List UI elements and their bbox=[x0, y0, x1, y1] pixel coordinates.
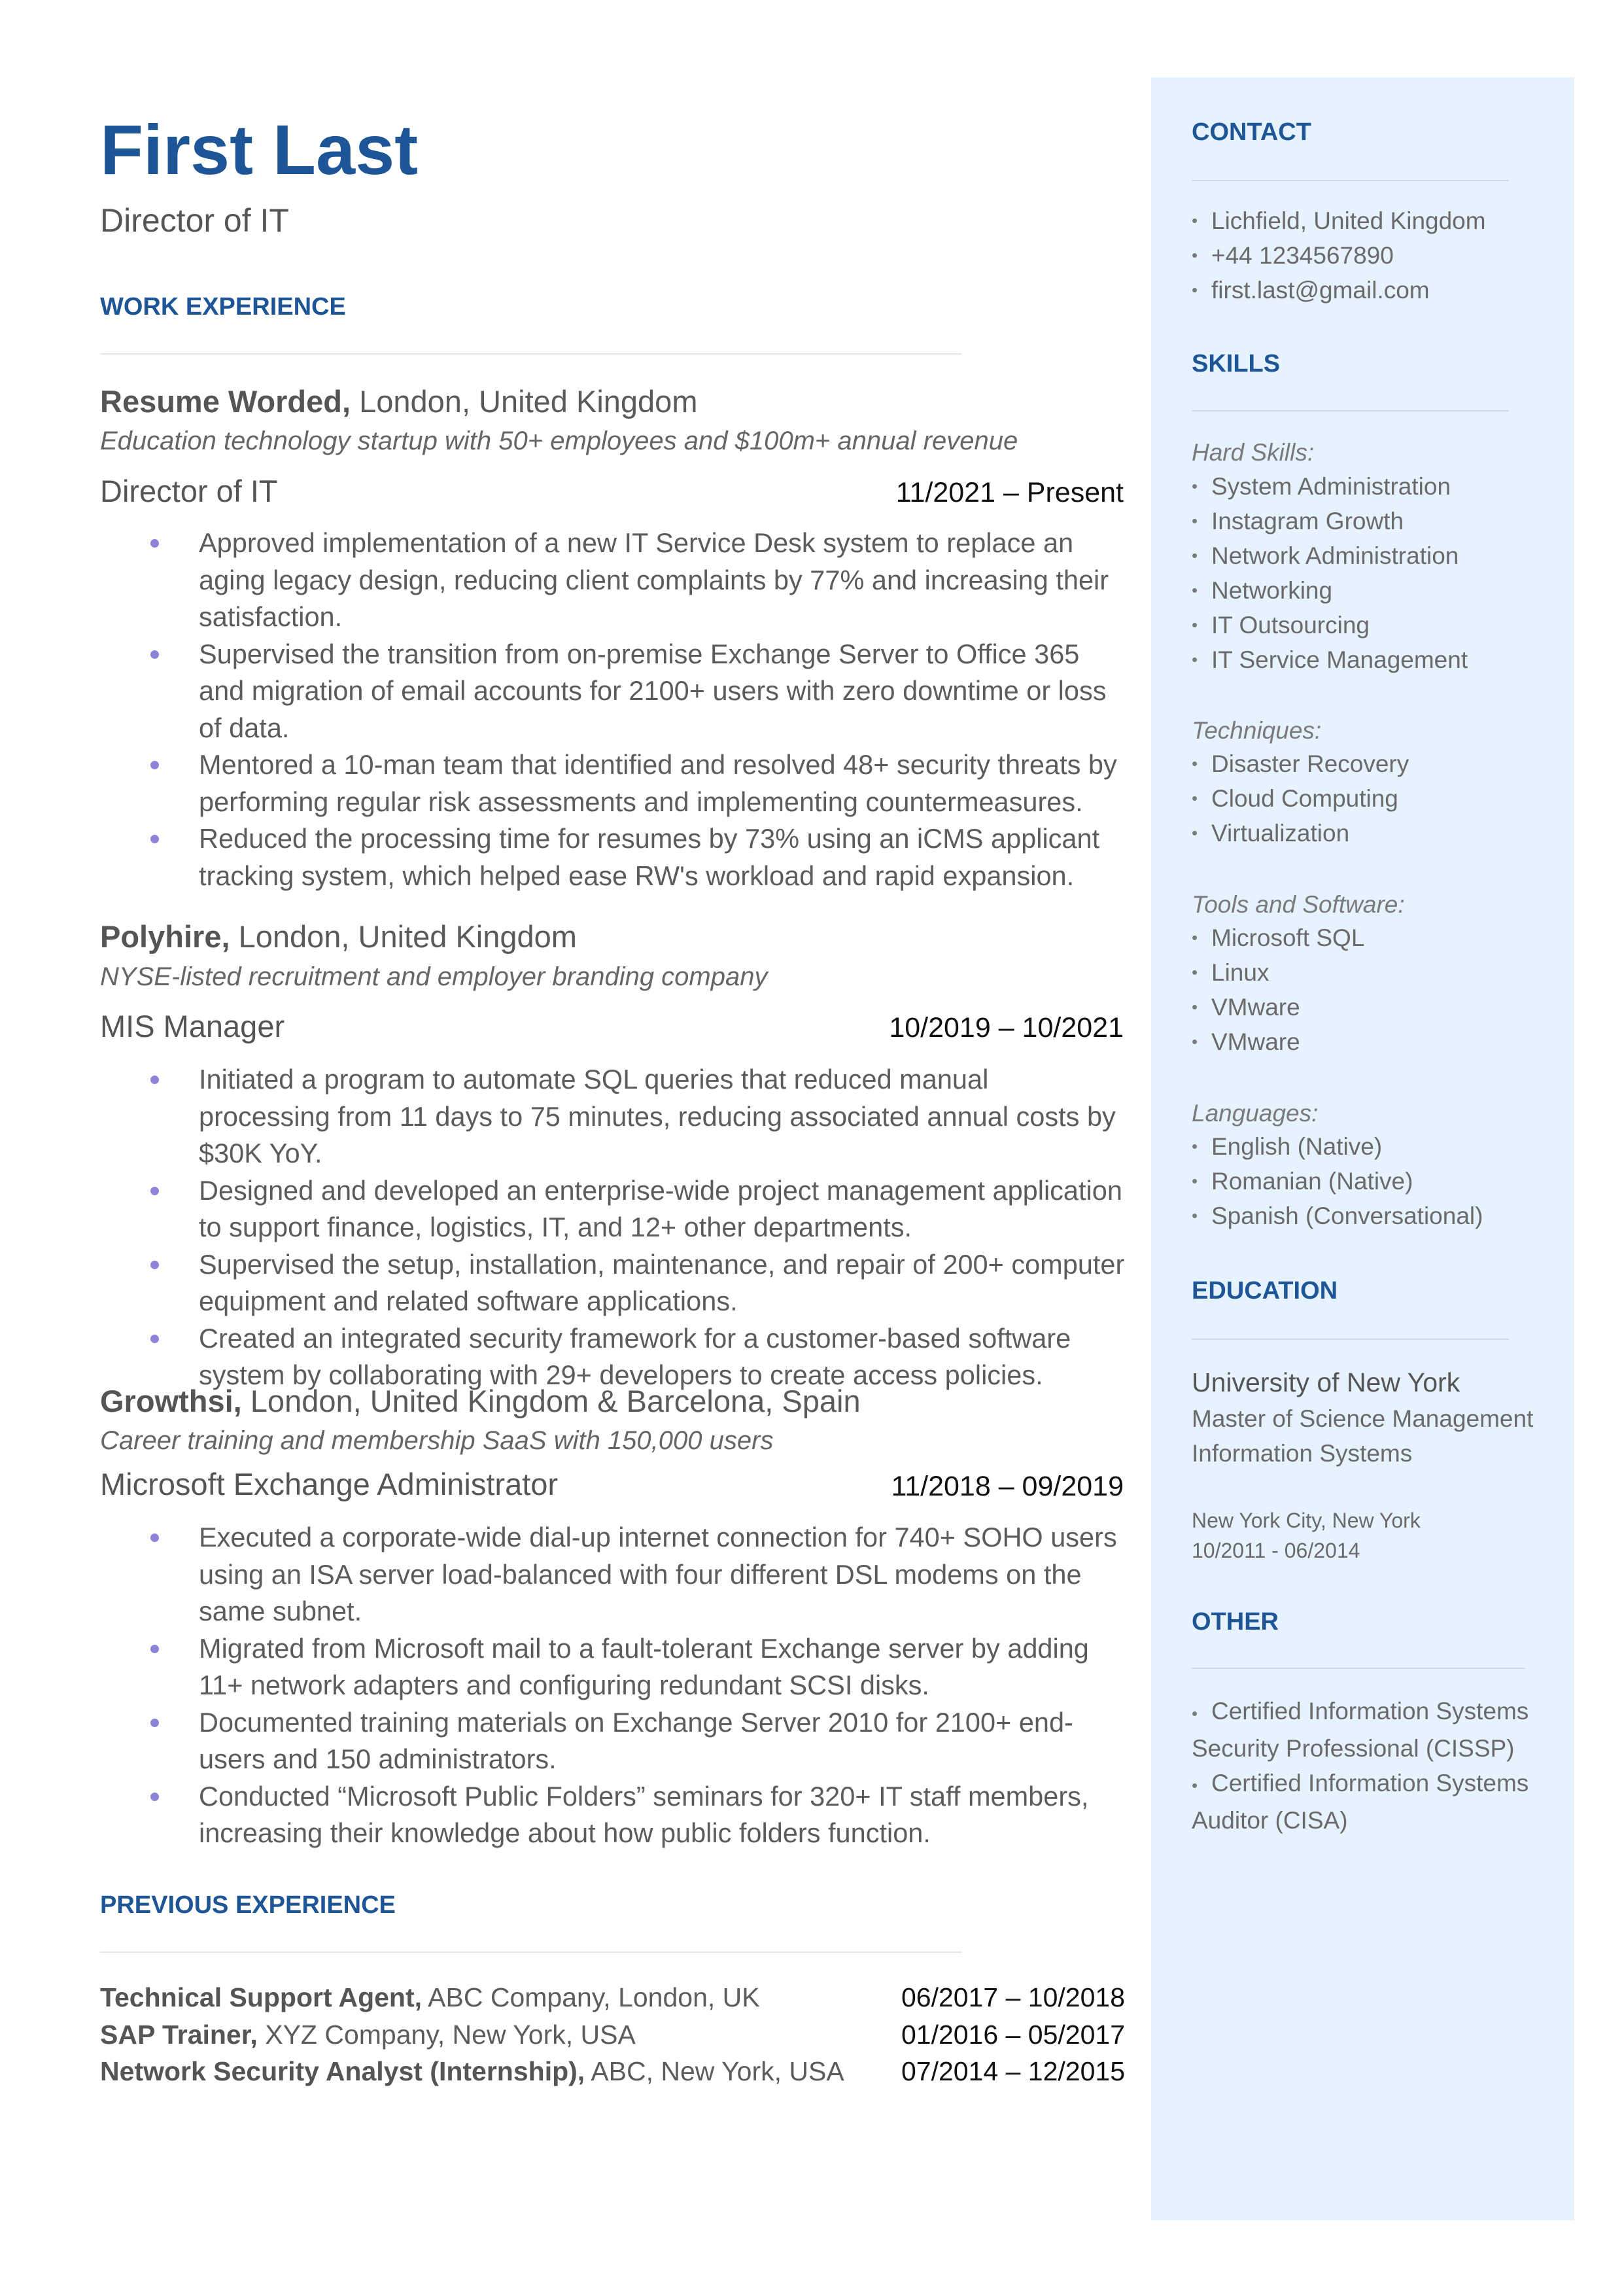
previous-job-row bbox=[100, 2058, 1125, 2085]
list-item: • Instagram Growth bbox=[1192, 504, 1468, 538]
company-name: Resume Worded, bbox=[100, 384, 351, 419]
job-bullets bbox=[150, 1519, 1125, 1852]
previous-job-row bbox=[100, 1984, 1125, 2011]
contact-email: • first.last@gmail.com bbox=[1192, 273, 1486, 307]
bullet-icon: • bbox=[1192, 1776, 1198, 1795]
techniques-label: Techniques: bbox=[1192, 717, 1322, 744]
job-dates: 11/2018 – 09/2019 bbox=[891, 1471, 1124, 1502]
list-item: • Cloud Computing bbox=[1192, 781, 1409, 816]
list-item: • IT Service Management bbox=[1192, 642, 1468, 677]
list-item: • VMware bbox=[1192, 990, 1364, 1025]
languages-list bbox=[1192, 1129, 1483, 1233]
previous-role: Technical Support Agent, bbox=[100, 1982, 423, 2012]
company-description: Career training and membership SaaS with 150,000 users bbox=[100, 1426, 774, 1455]
list-item: • English (Native) bbox=[1192, 1129, 1483, 1164]
education-dates: 10/2011 - 06/2014 bbox=[1192, 1539, 1360, 1562]
list-item: Approved implementation of a new IT Service Desk system to replace an aging legacy design, reducing client complaints by 77% and increasing their satisfaction. bbox=[150, 525, 1125, 636]
list-item: Supervised the transition from on-premise Exchange Server to Office 365 and migration of email accounts for 2100+ users with zero downtime or loss of data. bbox=[150, 636, 1125, 747]
list-item: Conducted “Microsoft Public Folders” seminars for 320+ IT staff members, increasing their knowledge about how public folders function. bbox=[150, 1778, 1125, 1852]
contact-phone: • +44 1234567890 bbox=[1192, 238, 1486, 273]
techniques-list bbox=[1192, 746, 1409, 850]
candidate-title: Director of IT bbox=[100, 202, 289, 239]
job-bullets bbox=[150, 525, 1125, 894]
list-item bbox=[1192, 1694, 1545, 1766]
section-divider bbox=[1192, 180, 1509, 181]
company-name: Polyhire, bbox=[100, 919, 230, 954]
list-item: • Network Administration bbox=[1192, 538, 1468, 573]
list-item: • Virtualization bbox=[1192, 816, 1409, 850]
list-item: Reduced the processing time for resumes by 73% using an iCMS applicant tracking system, which helped ease RW's workload and rapid expansion. bbox=[150, 820, 1125, 894]
list-item: Mentored a 10-man team that identified and resolved 48+ security threats by performing regular risk assessments and implementing countermeasures. bbox=[150, 746, 1125, 820]
previous-dates: 06/2017 – 10/2018 bbox=[901, 1982, 1125, 2012]
certification-text: Certified Information Systems Security Professional (CISSP) bbox=[1192, 1698, 1529, 1762]
contact-heading: CONTACT bbox=[1192, 118, 1311, 146]
list-item: Initiated a program to automate SQL queries that reduced manual processing from 11 days to 75 minutes, reducing associated annual costs by $30K YoY. bbox=[150, 1061, 1125, 1172]
company-description: Education technology startup with 50+ employees and $100m+ annual revenue bbox=[100, 427, 1018, 455]
contact-list bbox=[1192, 203, 1486, 307]
list-item: Designed and developed an enterprise-wide project management application to support finance, logistics, IT, and 12+ other departments. bbox=[150, 1172, 1125, 1246]
hard-skills-list bbox=[1192, 469, 1468, 677]
list-item: Supervised the setup, installation, maintenance, and repair of 200+ computer equipment and related software applications. bbox=[150, 1246, 1125, 1320]
previous-experience-heading: PREVIOUS EXPERIENCE bbox=[100, 1891, 396, 1919]
list-item: • IT Outsourcing bbox=[1192, 608, 1468, 642]
job-company-line bbox=[100, 1386, 861, 1416]
other-heading: OTHER bbox=[1192, 1608, 1279, 1636]
education-heading: EDUCATION bbox=[1192, 1277, 1338, 1305]
section-divider bbox=[1192, 1668, 1525, 1669]
job-company-line bbox=[100, 386, 697, 417]
list-item: Executed a corporate-wide dial-up internet connection for 740+ SOHO users using an ISA server load-balanced with four different DSL modems on the same subnet. bbox=[150, 1519, 1125, 1630]
job-dates: 10/2019 – 10/2021 bbox=[889, 1012, 1124, 1043]
candidate-name: First Last bbox=[100, 110, 419, 189]
previous-dates: 07/2014 – 12/2015 bbox=[901, 2056, 1125, 2086]
list-item: Migrated from Microsoft mail to a fault-tolerant Exchange server by adding 11+ network adapters and configuring redundant SCSI disks. bbox=[150, 1630, 1125, 1704]
languages-label: Languages: bbox=[1192, 1100, 1319, 1127]
previous-company: ABC, New York, USA bbox=[585, 2056, 844, 2086]
previous-company: XYZ Company, New York, USA bbox=[257, 2020, 636, 2050]
job-company-line bbox=[100, 921, 577, 952]
previous-job-row bbox=[100, 2022, 1125, 2048]
certifications-list bbox=[1192, 1694, 1545, 1838]
bullet-icon: • bbox=[1192, 1704, 1198, 1723]
company-description: NYSE-listed recruitment and employer branding company bbox=[100, 962, 768, 991]
job-dates: 11/2021 – Present bbox=[895, 477, 1124, 508]
job-role: MIS Manager bbox=[100, 1009, 285, 1043]
list-item: Documented training materials on Exchange Server 2010 for 2100+ end-users and 150 administrators. bbox=[150, 1704, 1125, 1778]
previous-role: Network Security Analyst (Internship), bbox=[100, 2056, 585, 2086]
list-item: • Linux bbox=[1192, 955, 1364, 990]
list-item: • Networking bbox=[1192, 573, 1468, 608]
hard-skills-label: Hard Skills: bbox=[1192, 439, 1315, 466]
certification-text: Certified Information Systems Auditor (CISA) bbox=[1192, 1770, 1529, 1834]
job-role: Microsoft Exchange Administrator bbox=[100, 1467, 559, 1501]
contact-location: • Lichfield, United Kingdom bbox=[1192, 203, 1486, 238]
company-location: London, United Kingdom bbox=[230, 919, 577, 954]
list-item: • Spanish (Conversational) bbox=[1192, 1199, 1483, 1233]
education-location: New York City, New York bbox=[1192, 1509, 1421, 1532]
tools-list bbox=[1192, 920, 1364, 1059]
list-item: • Disaster Recovery bbox=[1192, 746, 1409, 781]
section-divider bbox=[1192, 410, 1509, 412]
job-bullets bbox=[150, 1061, 1125, 1394]
company-location: London, United Kingdom & Barcelona, Spain bbox=[241, 1384, 861, 1418]
work-experience-heading: WORK EXPERIENCE bbox=[100, 293, 346, 321]
previous-role: SAP Trainer, bbox=[100, 2020, 258, 2050]
list-item bbox=[1192, 1766, 1545, 1838]
list-item: • VMware bbox=[1192, 1025, 1364, 1059]
list-item: • System Administration bbox=[1192, 469, 1468, 504]
list-item: • Romanian (Native) bbox=[1192, 1164, 1483, 1199]
previous-dates: 01/2016 – 05/2017 bbox=[901, 2020, 1125, 2050]
job-role: Director of IT bbox=[100, 474, 278, 508]
section-divider bbox=[1192, 1339, 1509, 1340]
list-item: Created an integrated security framework for a customer-based software system by collaborating with 29+ developers to create access policies. bbox=[150, 1320, 1125, 1394]
section-divider bbox=[100, 353, 961, 355]
company-location: London, United Kingdom bbox=[351, 384, 698, 419]
company-name: Growthsi, bbox=[100, 1384, 242, 1418]
previous-company: ABC Company, London, UK bbox=[422, 1982, 760, 2012]
list-item: • Microsoft SQL bbox=[1192, 920, 1364, 955]
skills-heading: SKILLS bbox=[1192, 350, 1281, 377]
tools-label: Tools and Software: bbox=[1192, 891, 1405, 918]
education-degree: Master of Science Management Information Systems bbox=[1192, 1405, 1534, 1467]
section-divider bbox=[100, 1952, 961, 1953]
education-school: University of New York bbox=[1192, 1367, 1460, 1397]
